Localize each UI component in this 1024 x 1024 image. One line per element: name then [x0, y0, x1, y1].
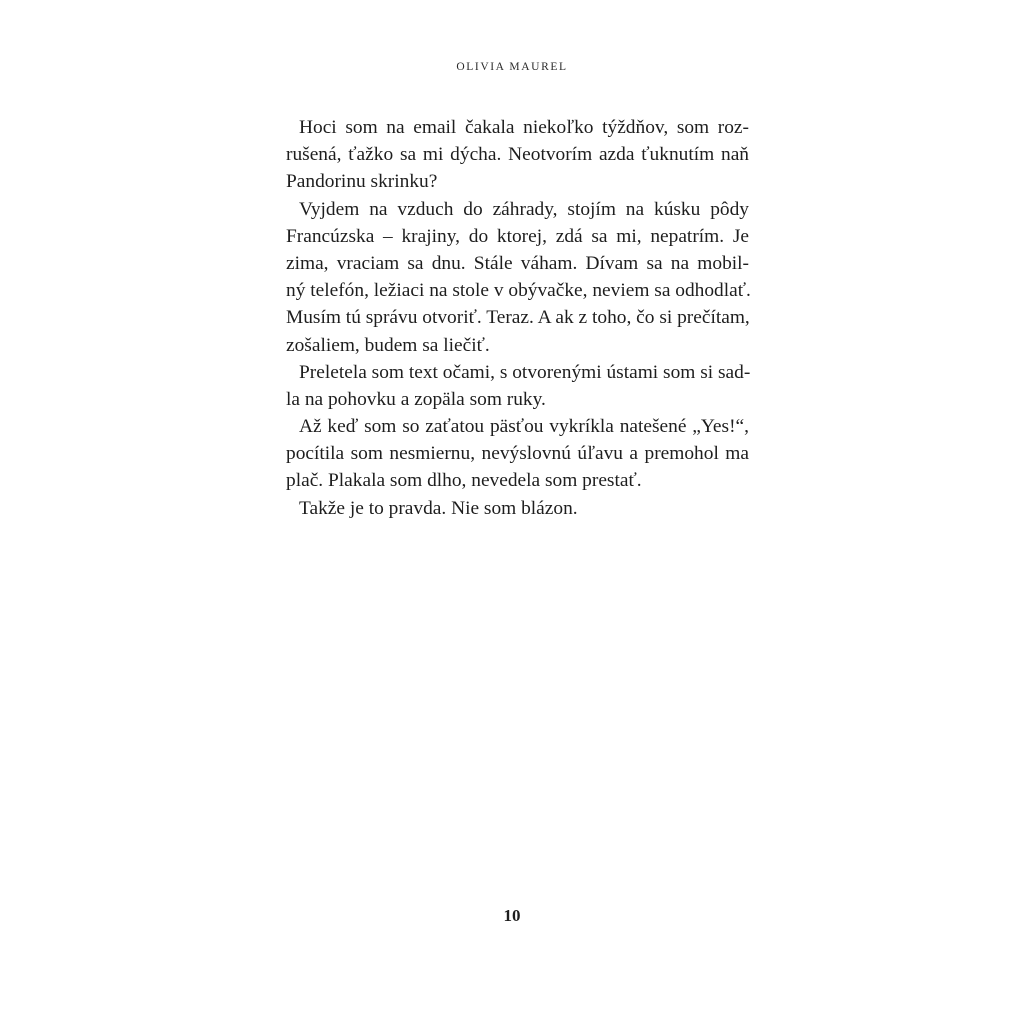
- text-line: zima, vraciam sa dnu. Stále váham. Dívam sa na mobil-: [286, 252, 749, 274]
- paragraph: [286, 196, 749, 359]
- text-line: Musím tú správu otvoriť. Teraz. A ak z toho, čo si prečítam,: [286, 307, 750, 329]
- text-line: Pandorinu skrinku?: [286, 171, 438, 193]
- text-line: Až keď som so zaťatou päsťou vykríkla natešené „Yes!“,: [299, 416, 749, 438]
- text-line: pocítila som nesmiernu, nevýslovnú úľavu a premohol ma: [286, 443, 749, 465]
- paragraph: [286, 495, 749, 522]
- body-text: [286, 114, 749, 522]
- paragraph: [286, 114, 749, 196]
- text-line: Vyjdem na vzduch do záhrady, stojím na kúsku pôdy: [299, 198, 749, 220]
- text-line: Francúzska – krajiny, do ktorej, zdá sa mi, nepatrím. Je: [286, 225, 749, 247]
- text-line: Takže je to pravda. Nie som blázon.: [299, 497, 578, 519]
- text-line: Preletela som text očami, s otvorenými ústami som si sad-: [299, 361, 751, 383]
- paragraph: [286, 413, 749, 495]
- running-head: OLIVIA MAUREL: [456, 61, 568, 73]
- text-line: ný telefón, ležiaci na stole v obývačke, neviem sa odhodlať.: [286, 280, 751, 302]
- paragraph: [286, 359, 749, 413]
- text-line: rušená, ťažko sa mi dýcha. Neotvorím azda ťuknutím naň: [286, 144, 749, 166]
- page-number: 10: [503, 906, 521, 925]
- text-line: zošaliem, budem sa liečiť.: [286, 334, 490, 356]
- text-line: Hoci som na email čakala niekoľko týždňov, som roz-: [299, 117, 749, 138]
- text-line: plač. Plakala som dlho, nevedela som prestať.: [286, 470, 642, 492]
- text-line: la na pohovku a zopäla som ruky.: [286, 388, 546, 410]
